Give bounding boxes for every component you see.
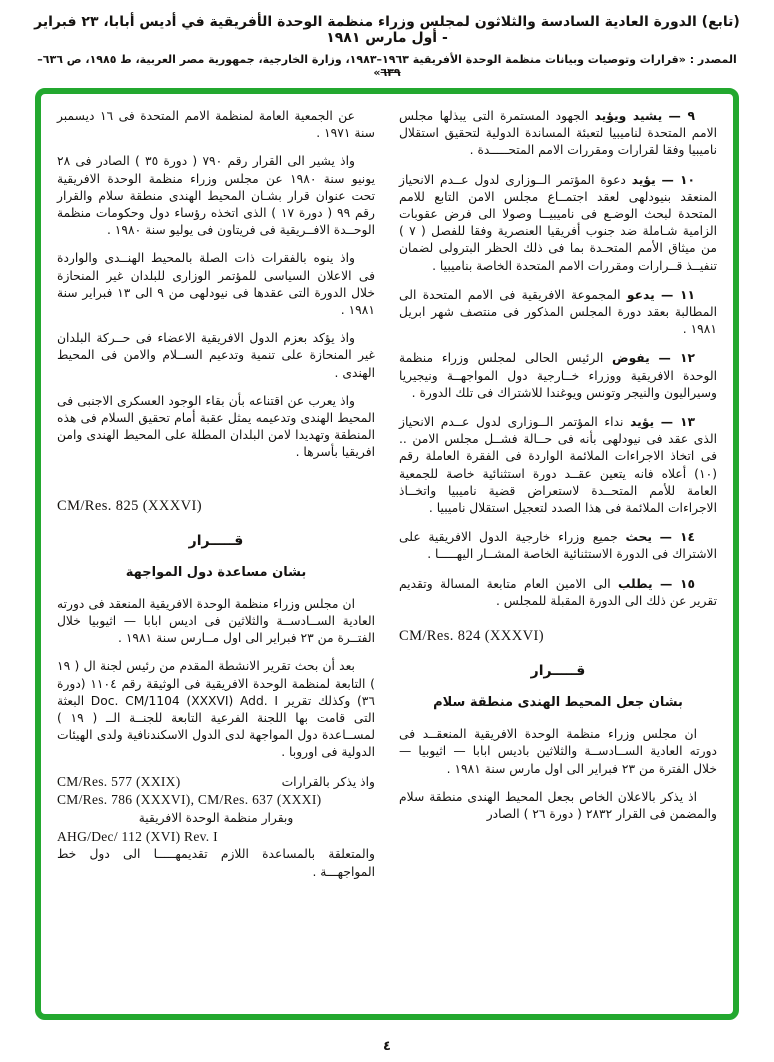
recalling-resolution-790-paragraph: واذ يشير الى القرار رقم ٧٩٠ ( دورة ٣٥ ) الصادر فى ٢٨ يونيو سنة ١٩٨٠ عن مجلس وزراء منظمة الوحدة الافريقية تحت عنوان قرار بشـان المحيط الهندى منطقة سلام والقرار رقم ٩٩ ( دورة ١٧ ) الذى اتخذه رؤساء دول وحكومات منظمة الوحــدة الافــريقية فى فريتاون فى يوليو سنة ١٩٨٠ . (57, 154, 375, 238)
decision-heading-825: قـــــرار (188, 532, 244, 549)
affirming-resolve-paragraph: واذ يؤكد بعزم الدول الافريقية الاعضاء فى حــركة البلدان غير المنحازة على تنمية وتدعيم الســلام والامن فى المحيط الهندى . (57, 331, 375, 380)
page-number: ٤ (383, 1039, 391, 1054)
item-verb: يفوض (612, 351, 650, 366)
decision-825-report-paragraph: بعد أن بحث تقرير الانشطة المقدم من رئيس لجنة ال ( ١٩ ) التابعة لمنظمة الوحدة الافريقية فى الوثيقة رقم ١١٠٤ (دورة ٣٦) وكذلك تقرير Doc. CM/1104 (XXXVI) Add. I البعثة التى قامت بها اللجنة الفرعية التابعة للجنــة الــ ( ١٩ ) لمســاعدة دول المواجهة لدى الدول الاسكندنافية ولدى الهيئات الدولية فى اوروبا . (57, 659, 375, 760)
source-struck-page: ٦٣٩ (380, 66, 401, 79)
item-text: المجموعة الافريقية فى الامم المتحدة الى المطالبة بعقد دورة المجلس المذكور فى منتصف شهر ابريل ١٩٨١ . (399, 287, 717, 337)
right-column (399, 108, 717, 1004)
item-text: جميع وزراء خارجية الدول الافريقية على الاشتراك فى الدورة الاستثنائية الخاصة المشــار اليهـــــا . (399, 530, 717, 562)
item-text: نداء المؤتمر الــوزارى لدول عــدم الانحياز الذى عقد فى نيودلهى بأنه فى حــالة فشــل مجلس الامن .. فى اتخاذ الاجراءات الملائمة الواردة فى الفقرة العاملة رقم (١٠) أعلاه فانه يتعين عقــد دورة استثنائية خاصة للجمعية العامة للأمم المتحــدة لاستعراض قضية ناميبيا واتخــاذ الاجراءات الملائمة فى هذا الصدد لتعجيل استقلال ناميبيا . (399, 415, 717, 516)
resolution-item-9 (399, 108, 717, 160)
two-column-body (57, 108, 717, 1004)
item-number: ١٢ — (658, 351, 695, 366)
recall-outro-text: والمتعلقة بالمساعدة اللازم تقديمهـــــا الى دول خط المواجهـــة . (57, 847, 375, 879)
item-number: ٩ — (668, 109, 695, 123)
decision-824-opening-paragraph: ان مجلس وزراء منظمة الوحدة الافريقية المنعقــد فى دورته العادية الســادســة والثلاثين باديس ابابا — اثيوبيا — خلال الفترة من ٢٣ فبراير الى اول مارس سنة ١٩٨١ . (399, 727, 717, 776)
item-verb: يحث (625, 530, 652, 545)
resolution-item-14 (399, 529, 717, 563)
resolution-item-10 (399, 172, 717, 275)
decision-heading-824: قـــــرار (530, 663, 586, 680)
conviction-paragraph: واذ يعرب عن اقتناعه بأن بقاء الوجود العسكرى الاجنبى فى المحيط الهندى وتدعيمه يمثل عقبة أمام تحقيق السلام فى هذه المنطقة وتهديدا لامن البلدان المطلة على المحيط الهندى وامن افريقيا بأسرها . (57, 393, 375, 460)
resolution-item-15 (399, 576, 717, 610)
header-source-line (30, 53, 744, 79)
source-text: المصدر : «قرارات وتوصيات وبيانات منظمة الوحدة الأفريقية ١٩٦٣–١٩٨٣، وزارة الخارجية، جمهورية مصر العربية، ط ١٩٨٥، ص ٦٣٦– (37, 53, 737, 66)
ahg-dec-112-code: AHG/Dec/ 112 (XVI) Rev. I (57, 828, 218, 844)
cm-res-786-637-codes: CM/Res. 786 (XXXVI), CM/Res. 637 (XXXI) (57, 792, 322, 808)
cm-res-825-code: CM/Res. 825 (XXXVI) (57, 497, 202, 514)
item-verb: يؤيد (631, 172, 656, 187)
cm-res-824-code: CM/Res. 824 (XXXVI) (399, 628, 544, 645)
item-verb: يطلب (617, 576, 653, 591)
resolution-item-12 (399, 350, 717, 402)
recall-intro-text: واذ يذكر بالقرارات (281, 774, 375, 789)
item-verb: يشيد ويؤيد (594, 109, 663, 123)
item-verb: يؤيد (630, 415, 655, 430)
page-header (0, 0, 774, 79)
item-text: الى الامين العام متابعة المسالة وتقديم تقرير عن ذلك الى الدورة المقبلة للمجلس . (399, 576, 717, 608)
item-number: ١٣ — (660, 415, 695, 430)
item-text: دعوة المؤتمر الــوزارى لدول عــدم الانحياز المنعقد بنيودلهى لعقد اجتمــاع مجلس الامن التابع للامم المتحدة لبحث الوضـع فى ناميبيــا وصولا الى فرض عقوبات الزامية شـاملة ضد جنوب أفريقيا العنصرية وفقا للفصل ( ٧ ) من ميثاق الأمم المتحـدة بما فى ذلك الحظر البترولى لضمان تنفيــذ قــرارات ومقررات الامم المتحدة الخاصة بناميبيا . (399, 172, 717, 273)
recall-mid-text: وبقرار منظمة الوحدة الافريقية (138, 811, 294, 826)
recall-intro-row (57, 773, 375, 792)
decision-subject-825: بشان مساعدة دول المواجهة (125, 564, 307, 580)
item-number: ١٥ — (659, 576, 695, 591)
decision-825-opening-paragraph: ان مجلس وزراء منظمة الوحدة الافريقية المنعقد فى دورته العادية الســادســة والثلاثين فى اديس ابابا — اثيوبيا خلال الفتــرة من ٢٣ فبراير الى اول مــارس سنة ١٩٨١ . (57, 596, 375, 646)
item-number: ١٠ — (661, 172, 696, 187)
header-session-title: (تابع) الدورة العادية السادسة والثلاثون لمجلس وزراء منظمة الوحدة الأفريقية في أديس أبابا، ٢٣ فبراير - أول مارس ١٩٨١ (34, 14, 740, 46)
resolution-item-13 (399, 414, 717, 517)
item-verb: يدعو (626, 287, 655, 302)
item-number: ١٤ — (659, 530, 696, 545)
item-number: ١١ — (661, 287, 695, 302)
item-text: الرئيس الحالى لمجلس وزراء منظمة الوحدة الافريقية ووزراء خــارجية دول المواجهــة ونيجيريا وسيراليون والنيجر وتونس ويوغندا للاشتراك فى تلك الدورة . (399, 351, 717, 400)
source-close-quote: » (373, 66, 381, 79)
decision-824-recall-paragraph: اذ يذكر بالاعلان الخاص بجعل المحيط الهندى منطقة سلام والمضمن فى القرار ٢٨٣٢ ( دورة ٢٦ ) الصادر (399, 789, 717, 821)
recall-resolutions-block (57, 773, 375, 881)
cm-res-577-code: CM/Res. 577 (XXIX) (57, 773, 181, 789)
decision-subject-824: بشان جعل المحيط الهندى منطقة سلام (433, 694, 683, 710)
item-text: الجهود المستمرة التى يبذلها مجلس الامم المتحدة لناميبيا لتعبئة المساندة الدولية لتحقيق استقلال ناميبيا وفقا لقرارات ومقررات الامم المتحـــــدة . (399, 109, 717, 158)
noting-paragraphs-paragraph: واذ ينوه بالفقرات ذات الصلة بالمحيط الهنــدى والواردة فى الاعلان السياسى للمؤتمر الوزارى للبلدان غير المنحازة خلال الدورة التى عقدها فى نيودلهى من ٩ الى ١٣ فبراير سنة ١٩٨١ . (57, 251, 375, 318)
resolution-item-11 (399, 287, 717, 339)
continuation-paragraph: عن الجمعية العامة لمنظمة الامم المتحدة فى ١٦ ديسمبر سنة ١٩٧١ . (57, 109, 375, 141)
green-border-frame (35, 88, 739, 1020)
left-column (57, 108, 375, 1004)
